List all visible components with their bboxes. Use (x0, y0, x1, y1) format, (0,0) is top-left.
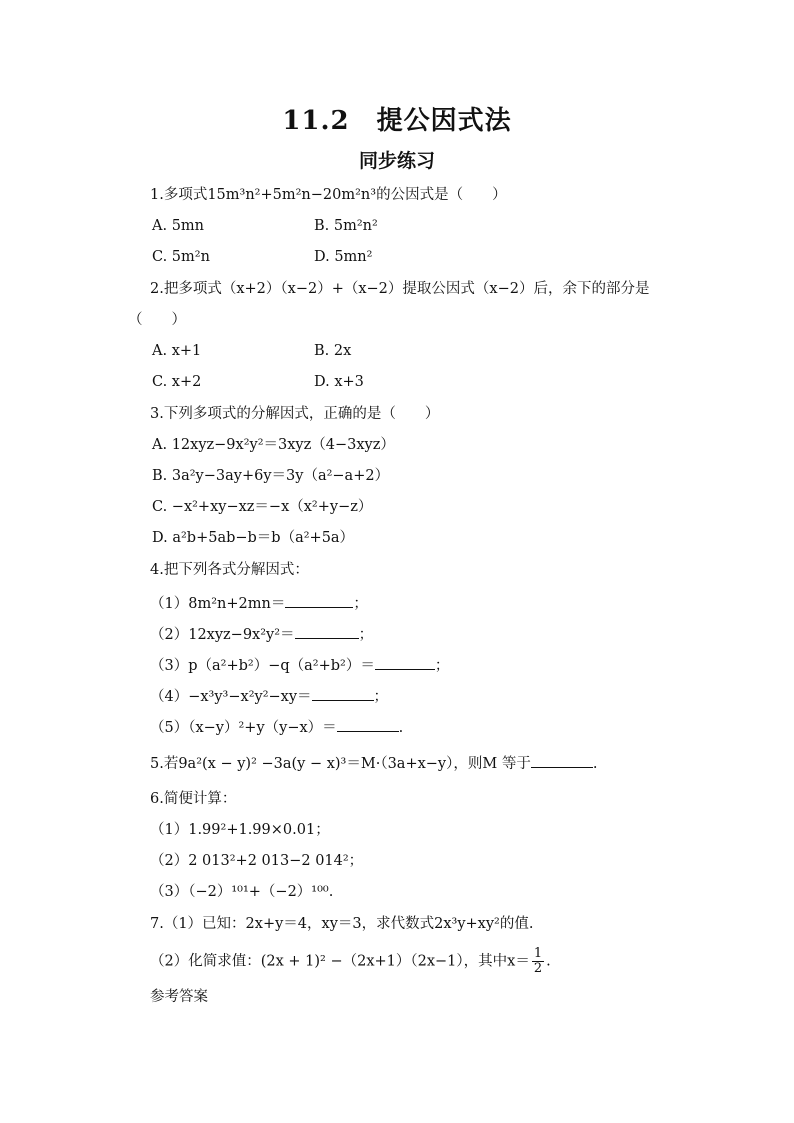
q6-part-2: （2）2 013²+2 013−2 014²； (150, 853, 364, 869)
period: . (398, 720, 404, 736)
q4-part-3-text: （3）p（a²+b²）−q（a²+b²）＝ (150, 658, 375, 674)
q4-part-1-text: （1）8m²n+2mn＝ (150, 596, 286, 612)
q6-part-3: （3）（−2）¹⁰¹+（−2）¹⁰⁰. (150, 884, 334, 900)
answer-blank[interactable] (295, 623, 359, 639)
semicolon: ； (434, 658, 450, 674)
period: . (546, 953, 551, 970)
q4-part-4-text: （4）−x³y³−x²y²−xy＝ (150, 689, 312, 705)
q4-part-3 (150, 654, 449, 676)
answer-blank[interactable] (312, 685, 374, 701)
period: . (592, 756, 598, 772)
q2-stem: 2.把多项式（x+2）（x−2）+（x−2）提取公因式（x−2）后，余下的部分是 (150, 281, 650, 297)
answer-blank[interactable] (375, 654, 435, 670)
q1-option-b: B. 5m²n² (314, 218, 378, 234)
q6-part-1: （1）1.99²+1.99×0.01； (150, 822, 330, 838)
q4-part-2-text: （2）12xyz−9x²y²＝ (150, 627, 295, 643)
q3-stem: 3.下列多项式的分解因式，正确的是（ ） (150, 406, 440, 422)
fraction-numerator: 1 (533, 946, 543, 961)
page-title: 11.2 提公因式法 (282, 106, 512, 136)
semicolon: ； (373, 689, 389, 705)
q1-option-c: C. 5m²n (152, 249, 210, 265)
q2-option-b: B. 2x (314, 343, 352, 359)
q1-option-d: D. 5mn² (314, 249, 373, 265)
q4-part-5 (150, 716, 403, 738)
q5-text: 5.若9a²(x − y)² −3a(y − x)³＝M·（3a+x−y），则M 等于 (150, 756, 531, 772)
q5-line (150, 752, 597, 774)
answer-blank[interactable] (285, 592, 353, 608)
answer-blank[interactable] (337, 716, 399, 732)
q3-option-b: B. 3a²y−3ay+6y＝3y（a²−a+2） (152, 468, 390, 484)
q6-stem: 6.简便计算： (150, 791, 237, 807)
fraction (532, 947, 544, 976)
q1-option-a: A. 5mn (152, 218, 205, 234)
q3-option-d: D. a²b+5ab−b＝b（a²+5a） (152, 530, 355, 546)
q4-part-4 (150, 685, 388, 707)
answer-blank[interactable] (531, 752, 593, 768)
answer-heading: 参考答案 (150, 989, 208, 1005)
q7-part-2 (150, 947, 551, 976)
q3-option-c: C. −x²+xy−xz＝−x（x²+y−z） (152, 499, 373, 515)
q4-part-1 (150, 592, 368, 614)
q2-option-a: A. x+1 (152, 343, 202, 359)
q1-stem: 1.多项式15m³n²+5m²n−20m²n³的公因式是（ ） (150, 187, 507, 203)
semicolon: ； (353, 596, 368, 612)
q4-part-5-text: （5）（x−y）²+y（y−x）＝ (150, 720, 337, 736)
q7-part-1: 7.（1）已知：2x+y＝4，xy＝3，求代数式2x³y+xy²的值. (150, 916, 534, 932)
q7-part-2-text: （2）化简求值：(2x + 1)² −（2x+1）（2x−1），其中x＝ (150, 953, 530, 970)
q3-option-a: A. 12xyz−9x²y²＝3xyz（4−3xyz） (152, 437, 395, 453)
q2-stem-cont: （ ） (128, 312, 186, 328)
q2-option-d: D. x+3 (314, 374, 364, 390)
q4-stem: 4.把下列各式分解因式： (150, 562, 309, 578)
fraction-denominator: 2 (533, 961, 543, 976)
semicolon: ； (358, 627, 374, 643)
page-subtitle: 同步练习 (358, 150, 435, 172)
q2-option-c: C. x+2 (152, 374, 202, 390)
q4-part-2 (150, 623, 373, 645)
